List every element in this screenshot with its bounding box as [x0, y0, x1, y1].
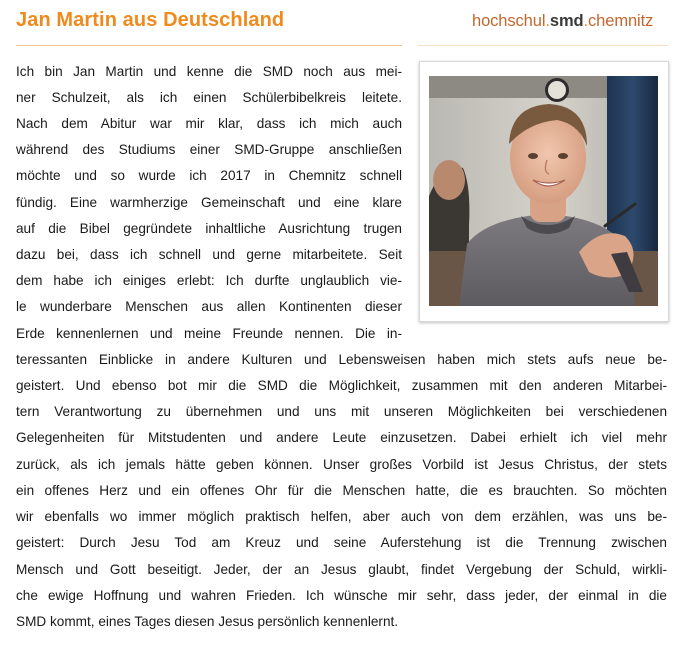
body-line: teressanten Einblicke in andere Kulturen und Lebensweisen haben mich stets aufs neue be-: [16, 352, 667, 367]
body-line: geistert. Und ebenso bot mir die SMD die Möglichkeit, zusammen mit den anderen Mitarbei-: [16, 378, 667, 393]
page-title: Jan Martin aus Deutschland: [16, 9, 285, 31]
body-line: dem habe ich einiges erlebt: Ich durfte unglaublich vie-: [16, 273, 402, 288]
body-line: ner Schulzeit, als ich einen Schülerbibelkreis leitete.: [16, 90, 402, 105]
photo-frame: [419, 61, 669, 322]
body-line: geistert: Durch Jesu Tod am Kreuz und seine Auferstehung ist die Trennung zwischen: [16, 535, 667, 550]
body-line: Erde kennenlernen und meine Freunde nennen. Die in-: [16, 326, 402, 341]
logo-divider: [418, 45, 668, 46]
body-line: ein offenes Herz und ein offenes Ohr für die Menschen hatte, die es brauchten. So möchten: [16, 483, 667, 498]
logo-part-chemnitz: chemnitz: [588, 12, 654, 30]
body-line: che ewige Hoffnung und wahren Frieden. Ich wünsche mir sehr, dass jeder, der einmal in die: [16, 588, 667, 603]
brand-logo: [472, 12, 653, 31]
body-line: Ich bin Jan Martin und kenne die SMD noch aus mei-: [16, 64, 402, 79]
body-line: le wunderbare Menschen aus allen Kontinenten dieser: [16, 299, 402, 314]
body-line: wir ebenfalls wo immer möglich praktisch helfen, aber auch von dem erzählen, was uns be-: [16, 509, 667, 524]
portrait-illustration: [429, 76, 658, 306]
body-line: zurück, als ich jemals hätte geben können. Unser großes Vorbild ist Jesus Christus, der stets: [16, 457, 667, 472]
body-line: tern Verantwortung zu übernehmen und uns mit unseren Möglichkeiten bei verschiedenen: [16, 404, 667, 419]
title-divider: [16, 45, 402, 46]
body-line: Mensch und Gott beseitigt. Jeder, der an Jesus glaubt, findet Vergebung der Schuld, wirkli-: [16, 562, 667, 577]
logo-separator-1: .: [545, 12, 550, 30]
body-line: während des Studiums einer SMD-Gruppe anschließen: [16, 142, 402, 157]
body-line: möchte und so wurde ich 2017 in Chemnitz schnell: [16, 168, 402, 183]
body-line: Nach dem Abitur war mir klar, dass ich mich auch: [16, 116, 402, 131]
logo-part-hochschul: hochschul: [472, 12, 546, 30]
body-line: fündig. Eine warmherzige Gemeinschaft und eine klare: [16, 195, 402, 210]
body-line: SMD kommt, eines Tages diesen Jesus persönlich kennenlernt.: [16, 614, 399, 629]
portrait-photo: [429, 76, 658, 306]
body-line: dazu bei, dass ich schnell und gerne mitarbeitete. Seit: [16, 247, 402, 262]
logo-separator-2: .: [583, 12, 589, 30]
logo-part-smd: smd: [549, 12, 584, 30]
body-line: Gelegenheiten für Mitstudenten und andere Leute einzusetzen. Dabei erhielt ich viel mehr: [16, 430, 667, 445]
body-line: auf die Bibel gegründete inhaltliche Ausrichtung trugen: [16, 221, 402, 236]
